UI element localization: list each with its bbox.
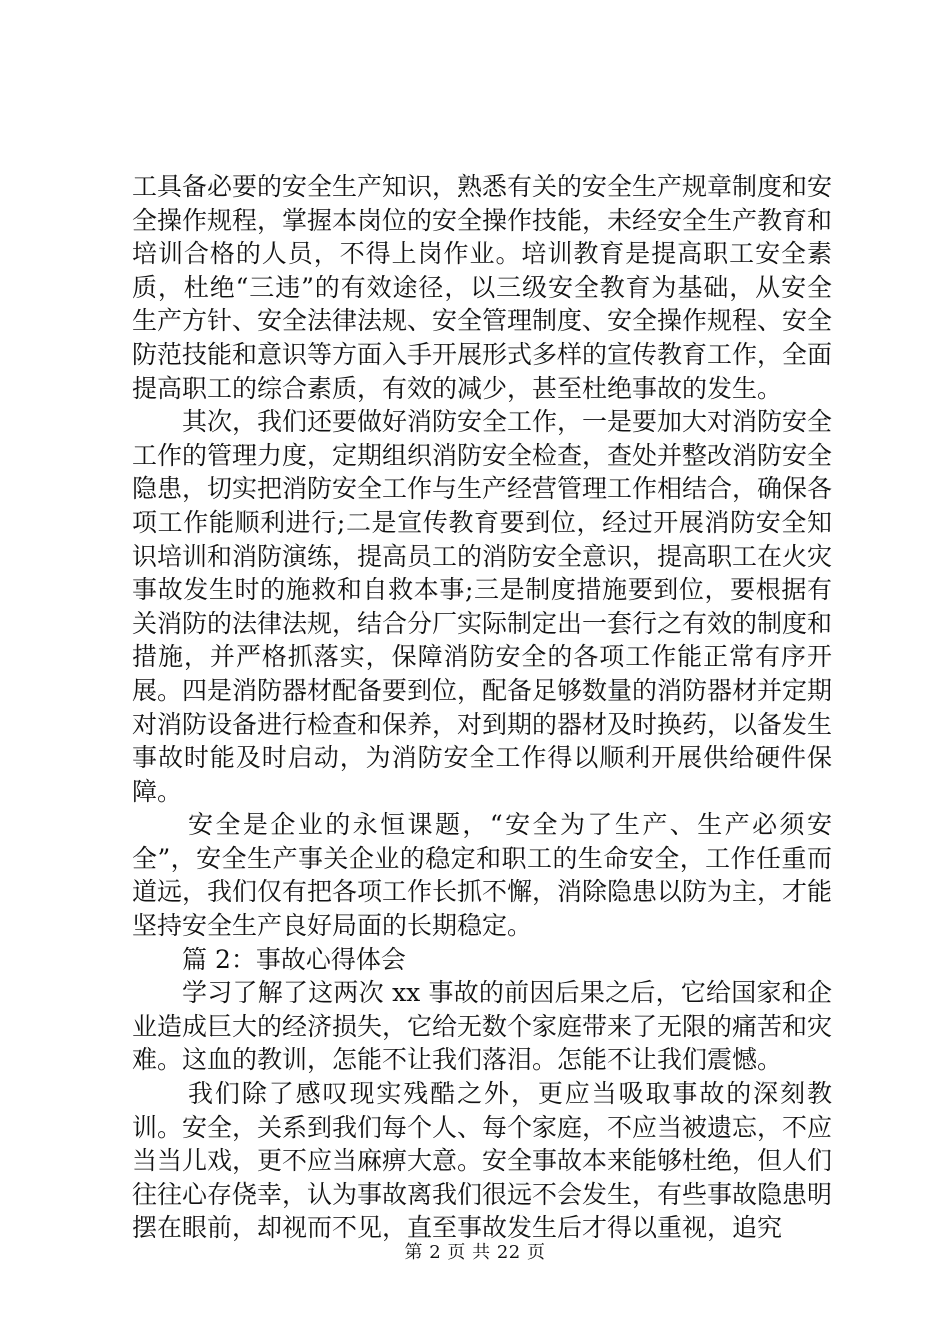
- section-heading: 篇 2：事故心得体会: [182, 944, 406, 974]
- document-body: [132, 170, 832, 1245]
- paragraph-accident-lessons: 我们除了感叹现实残酷之外，更应当吸取事故的深刻教训。安全，关系到我们每个人、每个家庭，不应当被遗忘，不应当当儿戏，更不应当麻痹大意。安全事故本来能够杜绝，但人们往往心存侥幸，认为事故离我们很远不会发生，有些事故隐患明摆在眼前，却视而不见，直至事故发生后才得以重视，追究: [132, 1079, 833, 1243]
- paragraph-fire-safety: 其次，我们还要做好消防安全工作，一是要加大对消防安全工作的管理力度，定期组织消防安全检查，查处并整改消防安全隐患，切实把消防安全工作与生产经营管理工作相结合，确保各项工作能顺利进行;二是宣传教育要到位，经过开展消防安全知识培训和消防演练，提高员工的消防安全意识，提高职工在火灾事故发生时的施救和自救本事;三是制度措施要到位，要根据有关消防的法律法规，结合分厂实际制定出一套行之有效的制度和措施，并严格抓落实，保障消防安全的各项工作能正常有序开展。四是消防器材配备要到位，配备足够数量的消防器材并定期对消防设备进行检查和保养，对到期的器材及时换药，以备发生事故时能及时启动，为消防安全工作得以顺利开展供给硬件保障。: [132, 407, 833, 806]
- paragraph-safety-training: 工具备必要的安全生产知识，熟悉有关的安全生产规章制度和安全操作规程，掌握本岗位的安全操作技能，未经安全生产教育和培训合格的人员，不得上岗作业。培训教育是提高职工安全素质，杜绝“三违”的有效途径，以三级安全教育为基础，从安全生产方针、安全法律法规、安全管理制度、安全操作规程、安全防范技能和意识等方面入手开展形式多样的宣传教育工作，全面提高职工的综合素质，有效的减少，甚至杜绝事故的发生。: [132, 172, 833, 403]
- page-number-footer: 第 2 页 共 22 页: [404, 1242, 546, 1263]
- paragraph-conclusion: 安全是企业的永恒课题，“安全为了生产、生产必须安全”，安全生产事关企业的稳定和职工的生命安全，工作任重而道远，我们仅有把各项工作长抓不懈，消除隐患以防为主，才能坚持安全生产良好局面的长期稳定。: [132, 810, 833, 941]
- paragraph-accident-intro: 学习了解了这两次 xx 事故的前因后果之后，它给国家和企业造成巨大的经济损失，它给无数个家庭带来了无限的痛苦和灾难。这血的教训，怎能不让我们落泪。怎能不让我们震憾。: [132, 978, 833, 1075]
